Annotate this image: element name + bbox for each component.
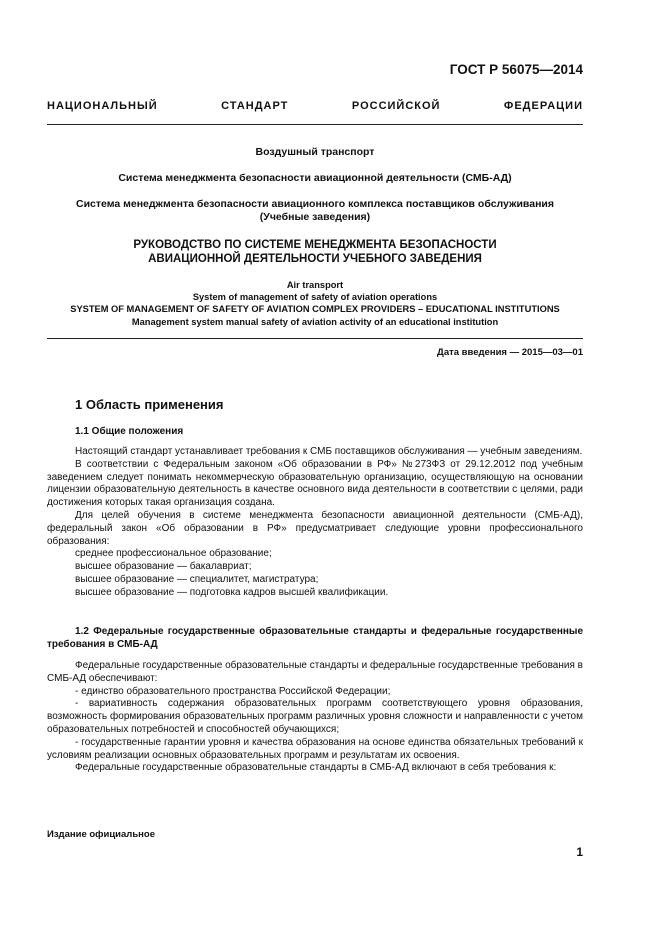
title-en-system: System of management of safety of aviation operations — [192, 292, 438, 303]
titles-divider — [47, 338, 583, 339]
title-en-air-transport: Air transport — [286, 280, 344, 290]
paragraph: - государственные гарантии уровня и качества образования на основе единства обязательных требований к условиям реализации основных образовательных программ и результатам их освоения. — [47, 736, 583, 761]
subsection-1-1-body — [47, 446, 583, 600]
paragraph: Федеральные государственные образовательные стандарты в СМБ-АД включают в себя требования к: — [75, 762, 557, 774]
list-item: высшее образование — специалитет, магистратура; — [75, 573, 319, 585]
title-ru-providers — [47, 198, 583, 224]
paragraph: - вариативность содержания образовательных программ соответствующего уровня образования, возможность формирования образовательных программ различных уровня сложности и направленности с учетом образовательных потребностей и способностей обучающихся; — [47, 698, 583, 735]
document-code: ГОСТ Р 56075—2014 — [449, 62, 583, 77]
section-1-heading: 1 Область применения — [75, 397, 224, 412]
title-ru-manual-line1: РУКОВОДСТВО ПО СИСТЕМЕ МЕНЕДЖМЕНТА БЕЗОПАСНОСТИ — [133, 239, 497, 251]
title-ru-providers-line2: (Учебные заведения) — [259, 211, 371, 223]
title-ru-manual — [47, 238, 583, 266]
title-en-providers: SYSTEM OF MANAGEMENT OF SAFETY OF AVIATION COMPLEX PROVIDERS – EDUCATIONAL INSTITUTIONS — [70, 304, 560, 315]
subsection-1-2-body — [47, 660, 583, 775]
paragraph: Настоящий стандарт устанавливает требования к СМБ поставщиков обслуживания — учебным заведениям. — [75, 446, 583, 457]
title-english — [47, 279, 583, 328]
title-ru-smb-ad: Система менеджмента безопасности авиационной деятельности (СМБ-АД) — [118, 172, 512, 184]
paragraph: Для целей обучения в системе менеджмента безопасности авиационной деятельности (СМБ-АД), федеральный закон «Об образовании в РФ» предусматривает следующие уровни профессионального образования: — [47, 509, 583, 547]
national-standard-banner: НАЦИОНАЛЬНЫЙ СТАНДАРТ РОССИЙСКОЙ ФЕДЕРАЦИИ — [47, 100, 583, 112]
list-item: высшее образование — подготовка кадров высшей квалификации. — [75, 586, 389, 598]
paragraph: Федеральные государственные образовательные стандарты и федеральные государственные требования в СМБ-АД обеспечивают: — [47, 660, 583, 684]
list-item: высшее образование — бакалавриат; — [75, 561, 252, 573]
title-ru-providers-line1: Система менеджмента безопасности авиационного комплекса поставщиков обслуживания — [75, 198, 555, 210]
title-ru-air-transport: Воздушный транспорт — [255, 146, 375, 158]
title-ru-manual-line2: АВИАЦИОННОЙ ДЕЯТЕЛЬНОСТИ УЧЕБНОГО ЗАВЕДЕНИЯ — [148, 253, 482, 265]
subsection-1-2-heading: 1.2 Федеральные государственные образовательные стандарты и федеральные государственные требования в СМБ-АД — [47, 626, 583, 650]
list-item: среднее профессиональное образование; — [75, 548, 272, 560]
introduction-date: Дата введения — 2015—03—01 — [437, 347, 583, 358]
header-divider — [47, 124, 583, 125]
page-number: 1 — [576, 845, 583, 859]
paragraph: - единство образовательного пространства Российской Федерации; — [75, 685, 391, 697]
official-edition-label: Издание официальное — [47, 829, 155, 840]
title-en-manual: Management system manual safety of aviation activity of an educational institution — [131, 316, 499, 327]
paragraph: В соответствии с Федеральным законом «Об образовании в РФ» №273ФЗ от 29.12.2012 под учебным заведением следует понимать некоммерческую образовательную организацию, осуществляющую на основании лицензии образовательную деятельность в качестве основного вида деятельности в соответствии с целями, ради достижения которых такая организация создана. — [47, 458, 583, 509]
subsection-1-1-heading: 1.1 Общие положения — [75, 426, 184, 437]
